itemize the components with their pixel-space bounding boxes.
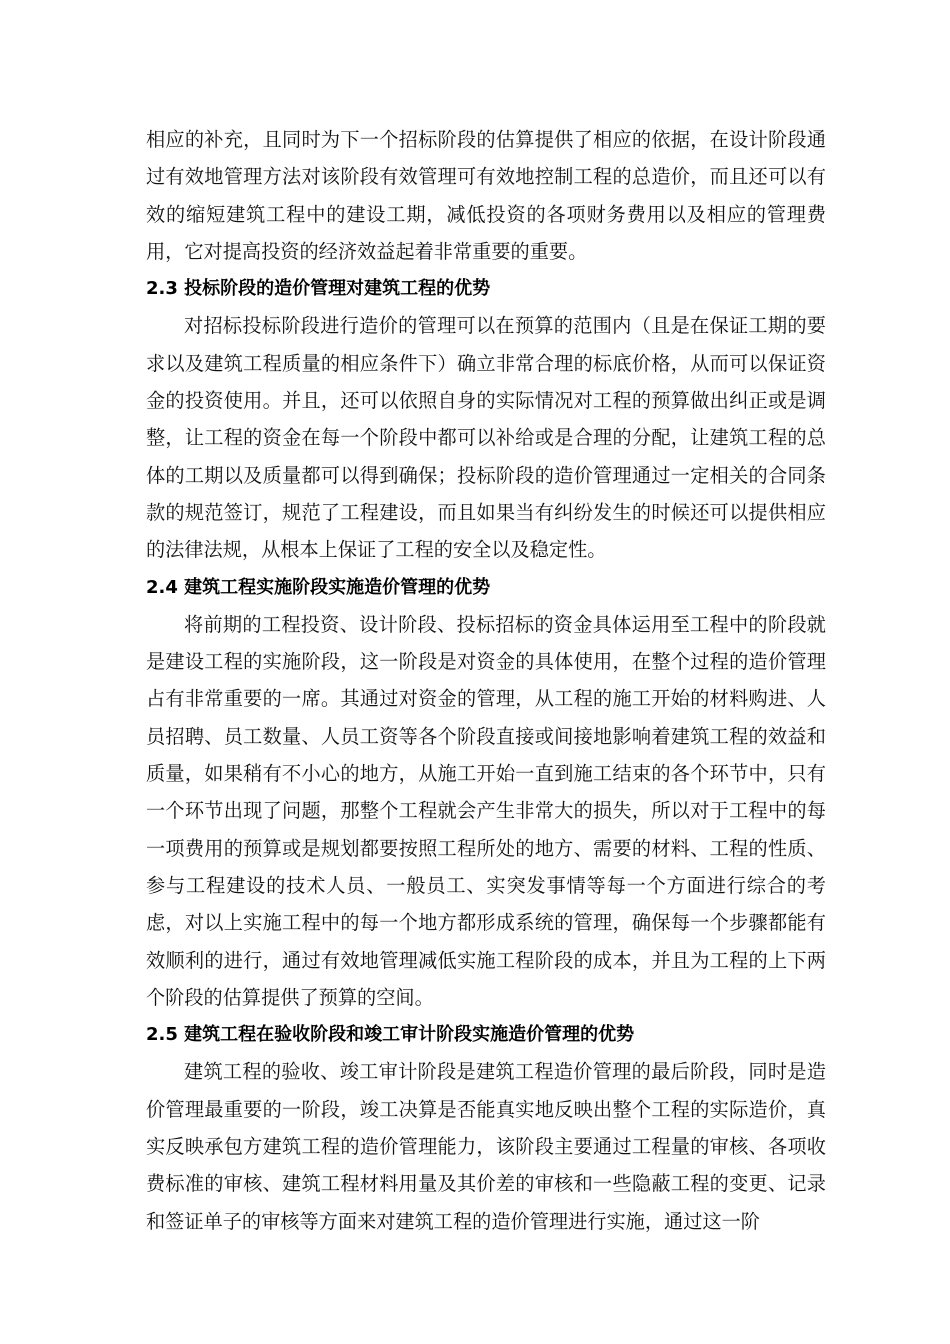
document-page (146, 121, 826, 1240)
body-paragraph: 将前期的工程投资、设计阶段、投标招标的资金具体运用至工程中的阶段就是建设工程的实施阶段，这一阶段是对资金的具体使用，在整个过程的造价管理占有非常重要的一席。其通过对资金的管理，从工程的施工开始的材料购进、人员招聘、员工数量、人员工资等各个阶段直接或间接地影响着建筑工程的效益和质量，如果稍有不小心的地方，从施工开始一直到施工结束的各个环节中，只有一个环节出现了问题，那整个工程就会产生非常大的损失，所以对于工程中的每一项费用的预算或是规划都要按照工程所处的地方、需要的材料、工程的性质、参与工程建设的技术人员、一般员工、实突发事情等每一个方面进行综合的考虑，对以上实施工程中的每一个地方都形成系统的管理，确保每一个步骤都能有效顺利的进行，通过有效地管理减低实施工程阶段的成本，并且为工程的上下两个阶段的估算提供了预算的空间。 (146, 612, 826, 1009)
body-paragraph: 对招标投标阶段进行造价的管理可以在预算的范围内（且是在保证工期的要求以及建筑工程质量的相应条件下）确立非常合理的标底价格，从而可以保证资金的投资使用。并且，还可以依照自身的实际情况对工程的预算做出纠正或是调整，让工程的资金在每一个阶段中都可以补给或是合理的分配，让建筑工程的总体的工期以及质量都可以得到确保；投标阶段的造价管理通过一定相关的合同条款的规范签订，规范了工程建设，而且如果当有纠纷发生的时候还可以提供相应的法律法规，从根本上保证了工程的安全以及稳定性。 (146, 314, 826, 562)
section-heading-2-3: 2.3 投标阶段的造价管理对建筑工程的优势 (146, 278, 491, 300)
section-heading-2-5: 2.5 建筑工程在验收阶段和竣工审计阶段实施造价管理的优势 (146, 1024, 635, 1046)
section-heading-2-4: 2.4 建筑工程实施阶段实施造价管理的优势 (146, 576, 491, 598)
body-paragraph: 建筑工程的验收、竣工审计阶段是建筑工程造价管理的最后阶段，同时是造价管理最重要的一阶段，竣工决算是否能真实地反映出整个工程的实际造价，真实反映承包方建筑工程的造价管理能力，该阶段主要通过工程量的审核、各项收费标准的审核、建筑工程材料用量及其价差的审核和一些隐蔽工程的变更、记录和签证单子的审核等方面来对建筑工程的造价管理进行实施，通过这一阶 (146, 1060, 826, 1233)
body-paragraph: 相应的补充，且同时为下一个招标阶段的估算提供了相应的依据，在设计阶段通过有效地管理方法对该阶段有效管理可有效地控制工程的总造价，而且还可以有效的缩短建筑工程中的建设工期，减低投资的各项财务费用以及相应的管理费用，它对提高投资的经济效益起着非常重要的重要。 (146, 128, 826, 263)
